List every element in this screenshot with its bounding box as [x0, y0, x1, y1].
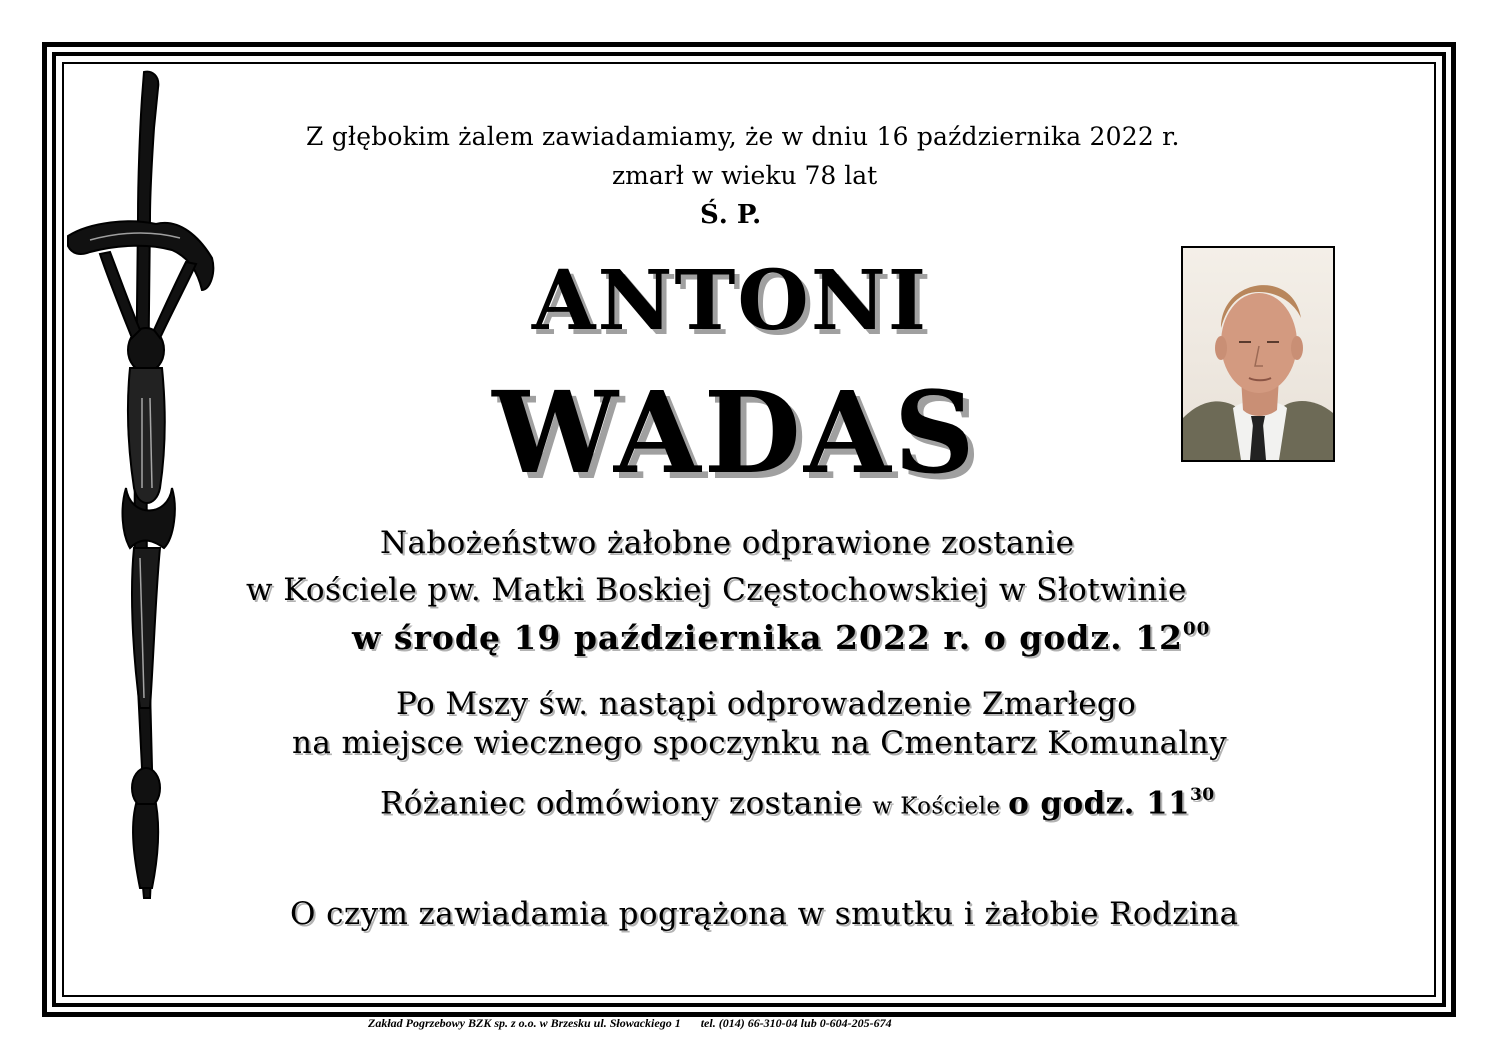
rosary-text: Różaniec odmówiony zostanie: [380, 785, 873, 822]
footer-phone: tel. (014) 66-310-04 lub 0-604-205-674: [700, 1016, 892, 1030]
rosary-time: o godz. 11: [1008, 785, 1190, 822]
deceased-first-name: ANTONI: [531, 253, 929, 349]
burial-line-1: Po Mszy św. nastąpi odprowadzenie Zmarłego: [396, 686, 1137, 722]
deceased-last-name: WADAS: [492, 368, 978, 499]
closing-line: O czym zawiadamia pogrążona w smutku i żałobie Rodzina: [290, 896, 1239, 932]
rosary-info: [380, 785, 1215, 822]
sp-prefix: Ś. P.: [700, 200, 762, 230]
service-church: w Kościele pw. Matki Boskiej Częstochowskiej w Słotwinie: [246, 572, 1187, 608]
service-line-1: Nabożeństwo żałobne odprawione zostanie: [380, 525, 1075, 561]
crucifix-icon: [60, 68, 220, 900]
footer-company: Zakład Pogrzebowy BZK sp. z o.o. w Brzesku ul. Słowackiego 1: [368, 1016, 681, 1030]
portrait-photo: [1181, 246, 1335, 462]
service-date-text: w środę 19 października 2022 r. o godz. 12: [352, 618, 1184, 657]
footer-funeral-home: [368, 1016, 892, 1031]
intro-line-2: zmarł w wieku 78 lat: [612, 161, 878, 190]
burial-line-2: na miejsce wiecznego spoczynku na Cmentarz Komunalny: [292, 725, 1228, 761]
service-datetime: [352, 618, 1210, 657]
rosary-place: w Kościele: [872, 793, 1009, 820]
rosary-time-minutes: 30: [1189, 785, 1215, 805]
intro-line-1: Z głębokim żalem zawiadamiamy, że w dniu 16 października 2022 r.: [306, 122, 1180, 151]
service-time-minutes: 00: [1183, 618, 1211, 640]
